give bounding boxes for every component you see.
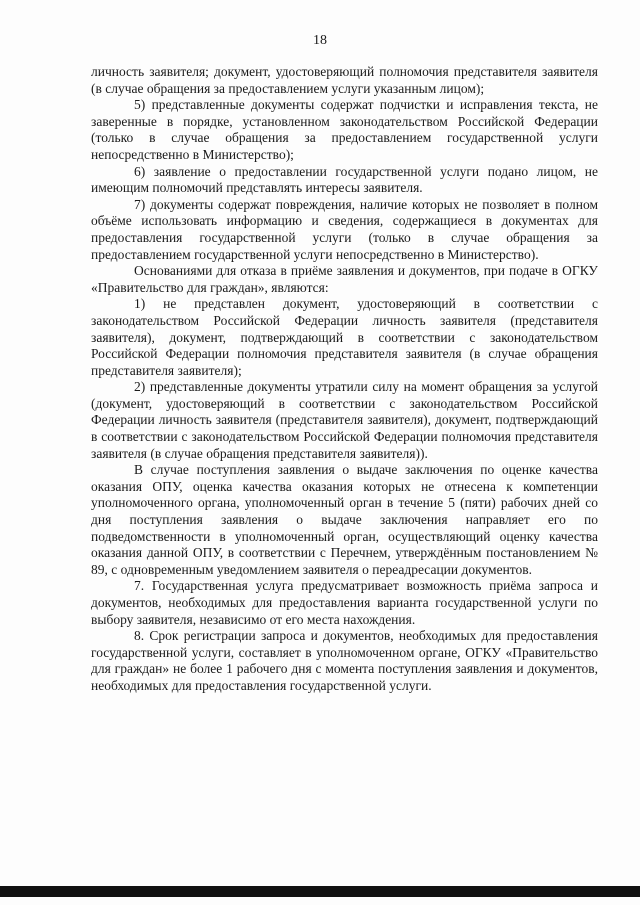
paragraph: 5) представленные документы содержат подчистки и исправления текста, не заверенные в порядке, установленном законодательством Российской Федерации (только в случае обращения за предоставлением государственной услуги непосредственно в Министерство); [91, 97, 598, 162]
paragraph: В случае поступления заявления о выдаче заключения по оценке качества оказания ОПУ, оценка качества оказания которых не отнесена к компетенции уполномоченного органа, уполномоченный орган в течение 5 (пяти) рабочих дней со дня поступления заявления о выдаче заключения направляет его по подведомственности в уполномоченный орган, осуществляющий оценку качества оказания данной ОПУ, в соответствии с Перечнем, утверждённым постановлением № 89, с одновременным уведомлением заявителя о переадресации документов. [91, 462, 598, 577]
paragraph: личность заявителя; документ, удостоверяющий полномочия представителя заявителя (в случае обращения за предоставлением услуги указанным лицом); [91, 64, 598, 96]
paragraph: 7. Государственная услуга предусматривает возможность приёма запроса и документов, необходимых для предоставления варианта государственной услуги по выбору заявителя, независимо от его места нахождения. [91, 578, 598, 627]
paragraph: 6) заявление о предоставлении государственной услуги подано лицом, не имеющим полномочий представлять интересы заявителя. [91, 163, 598, 196]
paragraph: 2) представленные документы утратили силу на момент обращения за услугой (документ, удостоверяющий в соответствии с законодательством Российской Федерации личность заявителя (представителя заявителя), документ, подтверждающий в соответствии с законодательством Российской Федерации полномочия представителя заявителя (в случае обращения представителя заявителя)). [91, 379, 598, 461]
document-body [91, 64, 598, 695]
page-number: 18 [313, 33, 327, 48]
scan-edge-bar [0, 886, 640, 897]
paragraph: 1) не представлен документ, удостоверяющий в соответствии с законодательством Российской Федерации личность заявителя (представителя заявителя), документ, подтверждающий в соответствии с законодательством Российской Федерации полномочия представителя заявителя (в случае обращения представителя заявителя); [91, 296, 598, 378]
paragraph: Основаниями для отказа в приёме заявления и документов, при подаче в ОГКУ «Правительство для граждан», являются: [91, 263, 598, 295]
paragraph: 7) документы содержат повреждения, наличие которых не позволяет в полном объёме использовать информацию и сведения, содержащиеся в документах для предоставления государственной услуги (только в случае обращения за предоставлением государственной услуги непосредственно в Министерство). [91, 196, 598, 262]
paragraph: 8. Срок регистрации запроса и документов, необходимых для предоставления государственной услуги, составляет в уполномоченном органе, ОГКУ «Правительство для граждан» не более 1 рабочего дня с момента поступления заявления и документов, необходимых для предоставления государственной услуги. [91, 628, 598, 693]
